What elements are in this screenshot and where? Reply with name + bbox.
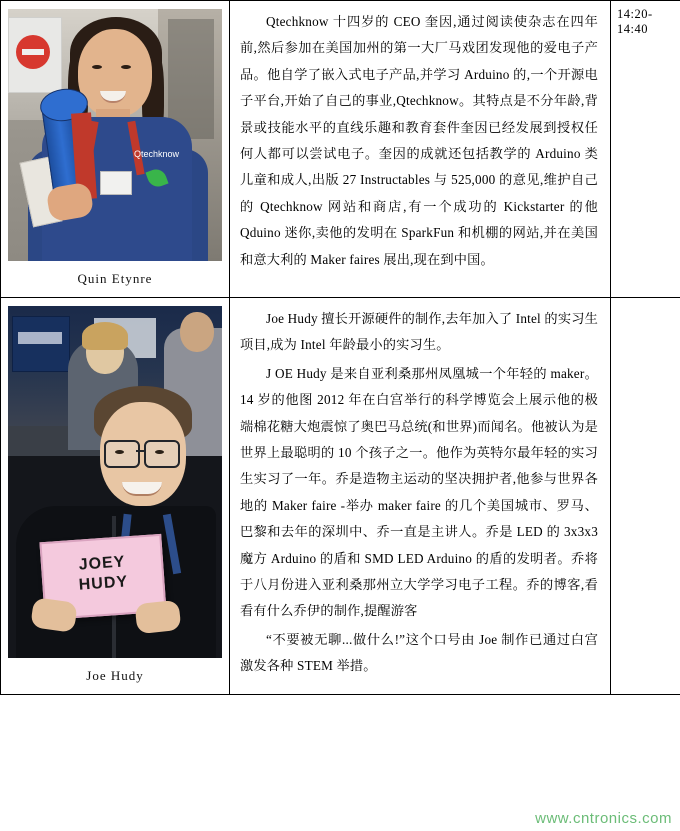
photo-cell-quin <box>1 1 230 298</box>
photo-cell-joe <box>1 298 230 695</box>
time-cell <box>611 1 680 298</box>
time-label: 14:20-14:40 <box>617 7 653 36</box>
photo-caption-quin: Quin Etynre <box>77 271 153 286</box>
paragraph: Qtechknow 十四岁的 CEO 奎因,通过阅读使杂志在四年前,然后参加在美国加州的第一大厂马戏团发现他的爱电子产品。他自学了嵌入式电子产品,并学习 Arduino 的,一个开源电子平台,开始了自己的事业,Qtechknow。其特点是不分年龄,背景或技能水平的直线乐趣和教育套件奎因已经发展到授权任何人都可以尝试电子。奎因的成就还包括教学的 Arduino 类儿童和成人,出版 27 Instructables 与 525,000 的意见,维护自己的 Qtechknow 网站和商店,有一个成功的 Kickstarter 的他 Qduino 迷你,卖他的发明在 SparkFun 和机棚的网站,并在美国和意大利的 Maker faires 展出,现在到中国。 <box>240 14 598 267</box>
photo-joe-hudy <box>8 306 222 658</box>
paragraph: J OE Hudy 是来自亚利桑那州凤凰城一个年轻的 maker。14 岁的他图 2012 年在白宫举行的科学博览会上展示他的极端棉花糖大炮震惊了奥巴马总统(和世界)而闻名。他被认为是世界上最聪明的 10 个孩子之一。他作为英特尔最年轻的实习生实习了一年。乔是造物主运动的坚决拥护者,他参与世界各地的 Maker faire -举办 maker faire 的几个美国城市、罗马、巴黎和去年的深圳中、乔一直是主讲人。乔是 LED 的 3x3x3 魔方 Arduino 的盾和 SMD LED Arduino 的盾的发明者。乔将于八月份进入亚利桑那州立大学学习电子工程。乔的博客,看看有什么乔伊的制作,提醒游客 <box>240 365 598 619</box>
text-cell-joe <box>230 298 611 695</box>
text-cell-quin <box>230 1 611 298</box>
time-label <box>611 298 680 308</box>
time-cell <box>611 298 680 695</box>
watermark: www.cntronics.com <box>535 810 672 827</box>
paragraph: “不要被无聊...做什么!”这个口号由 Joe 制作已通过白宫激发各种 STEM 举措。 <box>240 631 598 674</box>
photo-caption-joe: Joe Hudy <box>86 668 144 683</box>
table-row <box>1 1 680 298</box>
table-row <box>1 298 680 695</box>
photo-quin-etynre: Qtechknow <box>8 9 222 261</box>
paragraph: Joe Hudy 擅长开源硬件的制作,去年加入了 Intel 的实习生项目,成为 Intel 年龄最小的实习生。 <box>240 311 598 353</box>
sign-line-2: HUDY <box>78 573 129 594</box>
sign-line-1: JOEY <box>78 553 126 574</box>
